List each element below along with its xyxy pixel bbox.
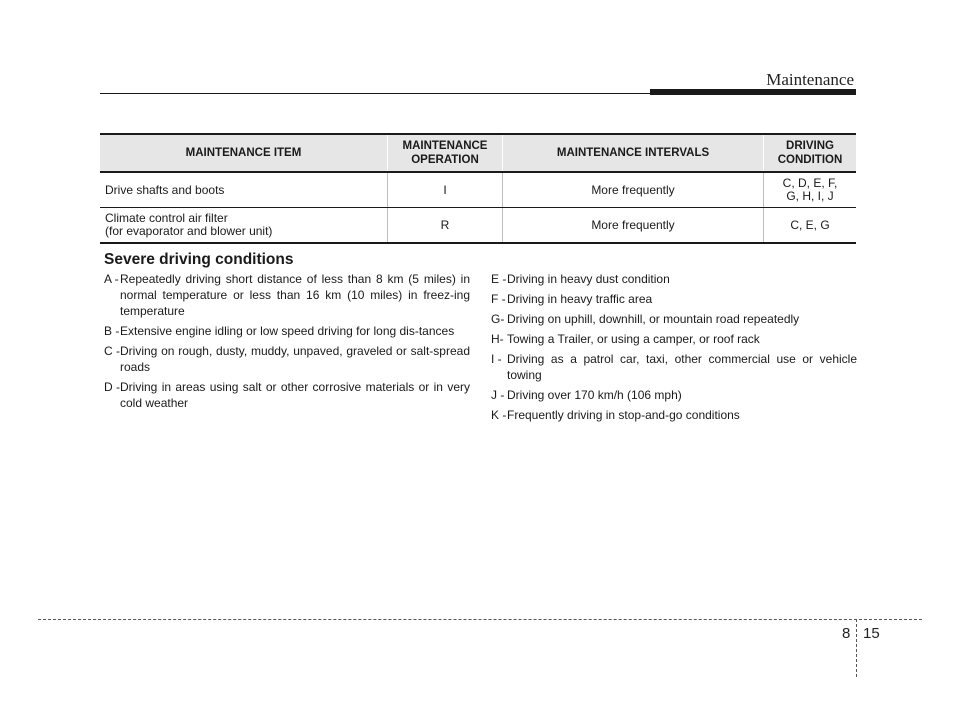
condition-key: H- [491, 332, 504, 346]
header-rule-accent [650, 89, 856, 95]
cell-operation: I [388, 172, 503, 208]
condition-item [491, 331, 857, 347]
column-header-intervals: MAINTENANCE INTERVALS [503, 134, 764, 172]
cell-item-line: (for evaporator and blower unit) [105, 224, 273, 238]
condition-key: K - [491, 408, 507, 422]
footer-divider [856, 619, 857, 677]
condition-item [491, 351, 857, 383]
cell-interval: More frequently [503, 172, 764, 208]
condition-item [491, 407, 857, 423]
cell-item-line: Climate control air filter [105, 211, 228, 225]
section-title: Maintenance [766, 70, 854, 89]
page-number: 15 [863, 625, 880, 642]
condition-text: Driving over 170 km/h (106 mph) [507, 388, 682, 402]
condition-text: Repeatedly driving short distance of less than 8 km (5 miles) in normal temperature or less than 16 km (10 miles) in freez-ing temperature [120, 272, 470, 318]
cell-condition [764, 172, 857, 208]
condition-key: I - [491, 352, 502, 366]
condition-text: Driving in areas using salt or other corrosive materials or in very cold weather [120, 380, 470, 410]
condition-item [104, 343, 470, 375]
severe-conditions-heading: Severe driving conditions [104, 251, 294, 268]
condition-key: G- [491, 312, 505, 326]
condition-text: Driving as a patrol car, taxi, other commercial use or vehicle towing [507, 352, 857, 382]
condition-key: E - [491, 272, 507, 286]
table-row [100, 172, 856, 208]
condition-text: Driving on uphill, downhill, or mountain road repeatedly [507, 312, 800, 326]
cell-condition-line: G, H, I, J [786, 189, 834, 203]
footer-rule [38, 619, 922, 620]
condition-key: D - [104, 380, 120, 394]
condition-key: B - [104, 324, 120, 338]
cell-item-line: Drive shafts and boots [105, 182, 225, 197]
table-header-row [100, 134, 856, 172]
condition-text: Driving in heavy traffic area [507, 292, 653, 306]
condition-item [491, 291, 857, 307]
condition-text: Driving in heavy dust condition [507, 272, 670, 286]
condition-item [104, 323, 470, 339]
column-header-operation: MAINTENANCE OPERATION [388, 134, 503, 172]
cell-interval: More frequently [503, 208, 764, 244]
table-row [100, 208, 856, 244]
column-header-condition: DRIVING CONDITION [764, 134, 857, 172]
cell-item [100, 208, 388, 244]
cell-condition [764, 208, 857, 244]
cell-condition-line: C, E, G [790, 217, 830, 232]
condition-key: A - [104, 272, 119, 286]
cell-item [100, 172, 388, 208]
header-rule [100, 93, 650, 94]
condition-item [491, 311, 857, 327]
condition-key: F - [491, 292, 506, 306]
condition-text: Frequently driving in stop-and-go conditions [507, 408, 740, 422]
condition-item [104, 379, 470, 411]
chapter-number: 8 [842, 625, 851, 642]
condition-text: Extensive engine idling or low speed driving for long dis-tances [120, 324, 455, 338]
conditions-list-left [104, 271, 470, 415]
condition-item [491, 387, 857, 403]
cell-condition-line: C, D, E, F, [782, 176, 838, 190]
condition-key: C - [104, 344, 120, 358]
condition-text: Driving on rough, dusty, muddy, unpaved, graveled or salt-spread roads [120, 344, 470, 374]
condition-item [491, 271, 857, 287]
conditions-list-right [491, 271, 857, 427]
maintenance-table [100, 133, 856, 244]
condition-item [104, 271, 470, 319]
column-header-item: MAINTENANCE ITEM [100, 134, 388, 172]
condition-text: Towing a Trailer, or using a camper, or roof rack [507, 332, 760, 346]
condition-key: J - [491, 388, 505, 402]
cell-operation: R [388, 208, 503, 244]
